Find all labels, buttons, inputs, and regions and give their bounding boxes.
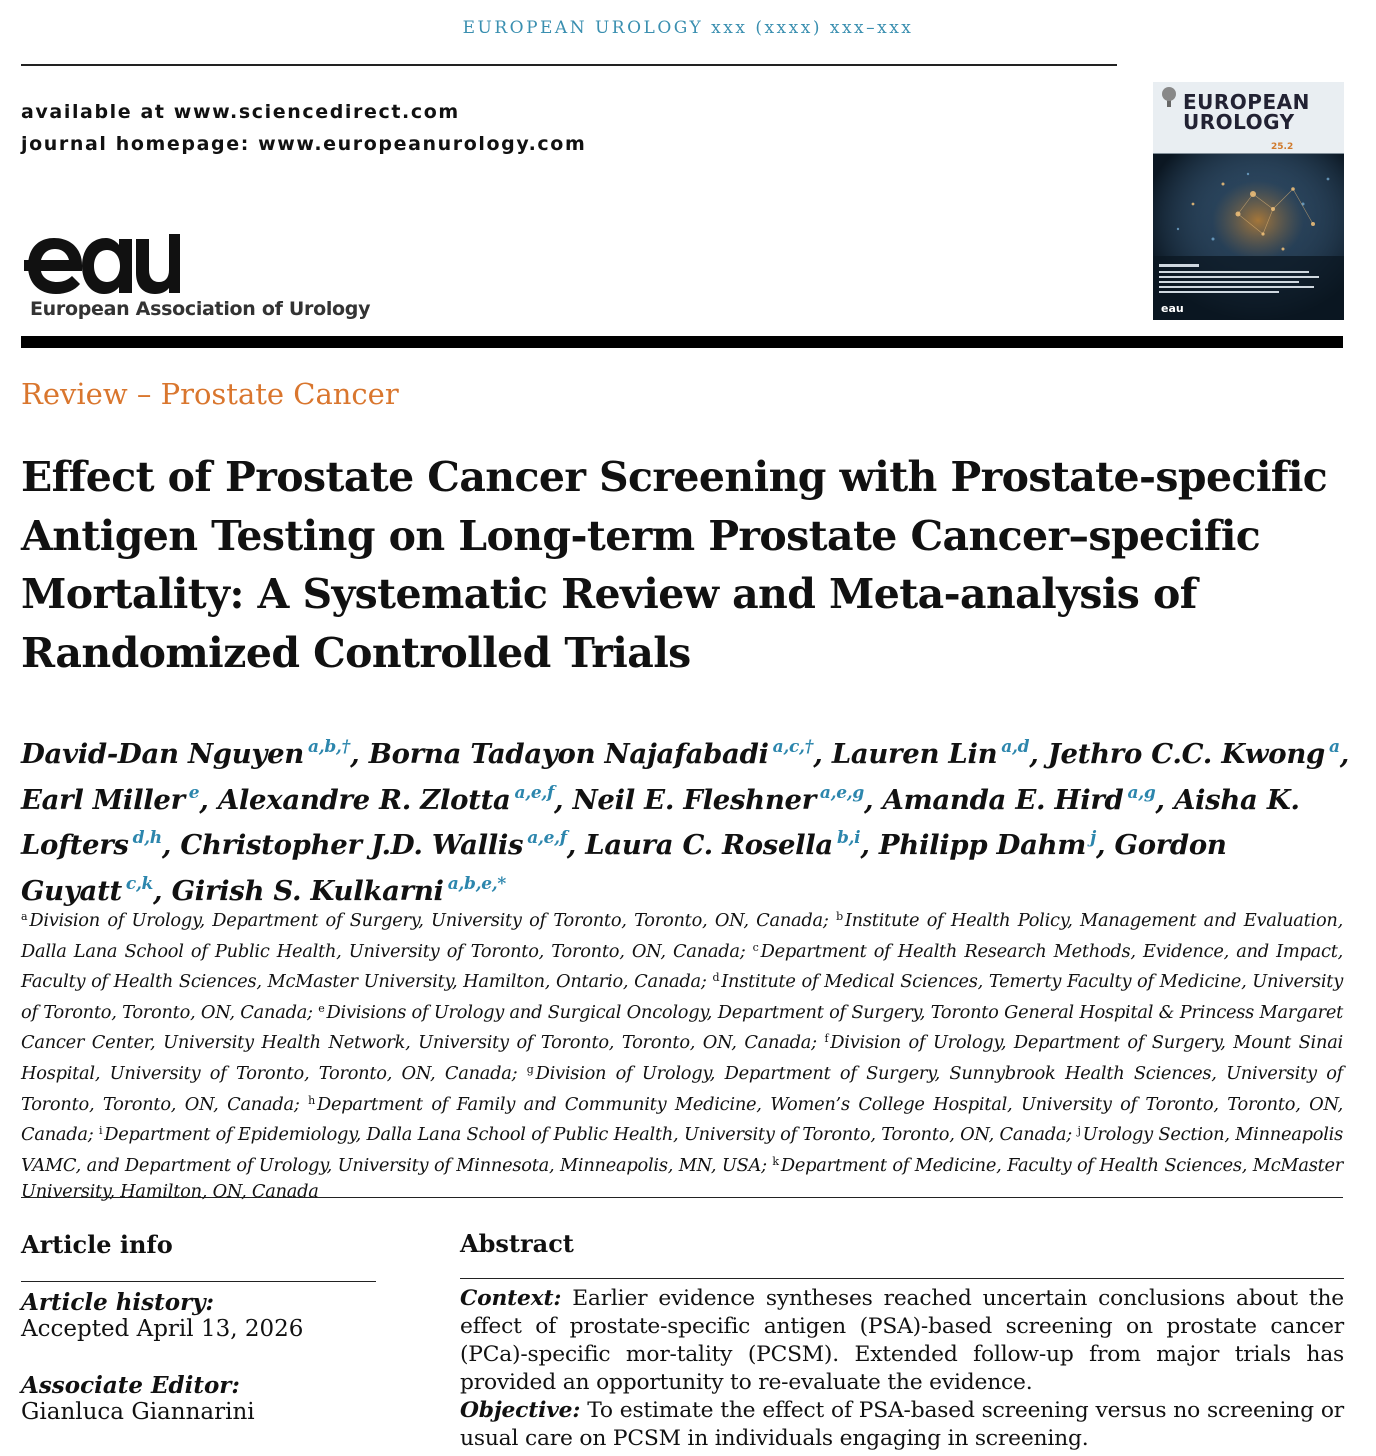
cover-impact-factor: 25.2 [1271,142,1294,152]
author-separator: , [554,783,573,816]
author-affiliation-marks[interactable]: a,b,e,* [447,873,506,894]
sciencedirect-link[interactable]: available at www.sciencedirect.com [21,101,460,123]
affiliation-marker: f [824,1032,829,1046]
objective-text: To estimate the effect of PSA-based screening versus no screening or usual care on PCSM in individuals engaging in screening. [460,1398,1344,1451]
author-separator: , [860,829,879,861]
author-affiliation-marks[interactable]: a,b,† [308,737,351,757]
author-name[interactable]: Laura C. Rosella [585,829,833,861]
author-separator: , [1339,738,1349,770]
affiliation-text: Division of Urology, Department of Surgery, Sunnybrook Health Sciences, University of Toronto, Toronto, ON, Canada; [21,1062,1343,1115]
abstract-heading: Abstract [460,1229,574,1258]
affiliation-text: Institute of Health Policy, Management and Evaluation, Dalla Lana School of Public Health, University of Toronto, Toronto, ON, Canada; [21,910,1344,962]
society-name: European Association of Urology [30,298,371,320]
author-affiliation-marks[interactable]: b,i [836,828,861,848]
author-affiliation-marks[interactable]: a,e,g [819,782,864,803]
elsevier-tree-icon [1158,86,1180,108]
author-affiliation-marks[interactable]: a,d [1001,737,1030,757]
affiliation-marker: g [526,1062,534,1076]
objective-label: Objective: [460,1398,581,1423]
affiliation-marker: k [772,1154,779,1168]
author-affiliation-marks[interactable]: a,e,f [514,782,555,803]
author-name[interactable]: Neil E. Fleshner [572,783,816,816]
author-name[interactable]: Philipp Dahm [878,829,1087,861]
affiliation-marker: d [712,971,720,985]
journal-homepage-link[interactable]: journal homepage: www.europeanurology.com [21,133,587,155]
author-name[interactable]: Gordon Guyatt [21,829,1227,907]
masthead-bar [21,336,1343,348]
author-separator: , [350,738,369,770]
author-name[interactable]: Earl Miller [21,783,185,816]
affiliation-text: Department of Medicine, Faculty of Health Sciences, McMaster University, Hamilton, ON, Canada [21,1154,1344,1203]
affiliation-text: Department of Family and Community Medicine, Women’s College Hospital, University of Toronto, Toronto, ON, Canada; [21,1093,1344,1146]
author-affiliation-marks[interactable]: a,e,f [527,828,567,848]
abstract-objective [460,1397,1344,1453]
cover-title: EUROPEAN UROLOGY [1183,90,1310,134]
article-section-label: Review – Prostate Cancer [21,377,399,411]
article-info-heading: Article info [21,1230,173,1259]
author-name[interactable]: Alexandre R. Zlotta [217,783,511,816]
affiliation-marker: i [98,1124,103,1138]
article-history-label: Article history: [21,1289,215,1316]
associate-editor-label: Associate Editor: [21,1372,240,1399]
author-separator: , [1095,829,1115,861]
affiliation-marker: b [836,910,843,923]
cover-eau-mark: eau [1161,302,1184,315]
author-separator: , [161,829,181,861]
author-affiliation-marks[interactable]: d,h [132,828,162,848]
header-rule [21,64,1117,66]
affiliation-text: Urology Section, Minneapolis VAMC, and Department of Urology, University of Minnesota, Minneapolis, MN, USA; [21,1124,1343,1176]
affiliation-marker: e [318,1001,325,1015]
article-info-rule [21,1281,376,1282]
author-name[interactable]: Borna Tadayon Najafabadi [368,738,769,770]
affiliation-marker: c [752,940,759,954]
affiliation-text: Division of Urology, Department of Surgery, Mount Sinai Hospital, University of Toronto, Toronto, ON, Canada; [21,1032,1343,1084]
author-separator: , [863,783,883,816]
abstract-body [460,1285,1344,1453]
cover-artwork [1153,154,1344,320]
eau-logo-mark [24,232,180,298]
affiliation-text: Department of Epidemiology, Dalla Lana School of Public Health, University of Toronto, Toronto, ON, Canada; [104,1124,1072,1146]
eau-logo [24,232,180,302]
author-name[interactable]: Jethro C.C. Kwong [1047,738,1325,770]
author-affiliation-marks[interactable]: a [1328,737,1340,757]
article-title: Effect of Prostate Cancer Screening with Prostate-specific Antigen Testing on Long-term Prostate Cancer–specific Mortality: A Systematic Review and Meta-analysis of Randomized Controlled Trials [21,453,1328,677]
author-name[interactable]: Lauren Lin [831,738,998,770]
author-affiliation-marks[interactable]: j [1090,828,1096,848]
affiliation-text: Department of Health Research Methods, Evidence, and Impact, Faculty of Health Sciences, McMaster University, Hamilton, Ontario, Canada; [21,940,1343,993]
author-name[interactable]: David-Dan Nguyen [21,738,304,770]
author-affiliation-marks[interactable]: c,k [125,873,154,894]
affiliation-marker: j [1077,1124,1081,1138]
associate-editor-value: Gianluca Giannarini [21,1399,255,1425]
author-affiliation-marks[interactable]: e [188,782,200,803]
author-name[interactable]: Christopher J.D. Wallis [180,829,524,861]
article-history-value: Accepted April 13, 2026 [21,1316,304,1342]
affiliation-marker: a [21,910,28,923]
author-affiliation-marks[interactable]: a,g [1127,782,1156,803]
author-affiliation-marks[interactable]: a,c,† [772,737,814,757]
affiliation-list [21,904,1343,1206]
abstract-rule [460,1278,1344,1279]
abstract-context [460,1285,1344,1397]
author-separator: , [1155,783,1174,816]
author-separator: , [199,783,218,816]
affiliation-text: Divisions of Urology and Surgical Oncology, Department of Surgery, Toronto General Hospital & Princess Margaret Cancer Center, University Health Network, University of Toronto, Toronto, ON, Canada; [21,1001,1343,1054]
author-separator: , [813,738,832,770]
author-name[interactable]: Amanda E. Hird [882,783,1124,816]
author-list [21,728,1351,910]
context-label: Context: [460,1286,562,1311]
affiliation-marker: h [308,1093,315,1107]
author-separator: , [153,874,172,907]
affiliation-text: Institute of Medical Sciences, Temerty Faculty of Medicine, University of Toronto, Toronto, ON, Canada; [21,971,1343,1023]
affiliation-text: Division of Urology, Department of Surgery, University of Toronto, Toronto, ON, Canada; [29,910,829,931]
author-separator: , [566,829,586,861]
author-separator: , [1029,738,1048,770]
author-name[interactable]: Aisha K. Lofters [21,783,1300,861]
running-head: EUROPEAN UROLOGY xxx (xxxx) xxx–xxx [462,18,914,38]
author-name[interactable]: Girish S. Kulkarni [171,874,444,907]
context-text: Earlier evidence syntheses reached uncertain conclusions about the effect of prostate-specific antigen (PSA)-based screening on prostate cancer (PCa)-specific mor-tality (PCSM). Extended follow-up from major trials has provided an opportunity to re-evaluate the evidence. [460,1286,1344,1395]
journal-cover-image[interactable] [1153,82,1344,320]
section-divider [21,1197,1343,1198]
